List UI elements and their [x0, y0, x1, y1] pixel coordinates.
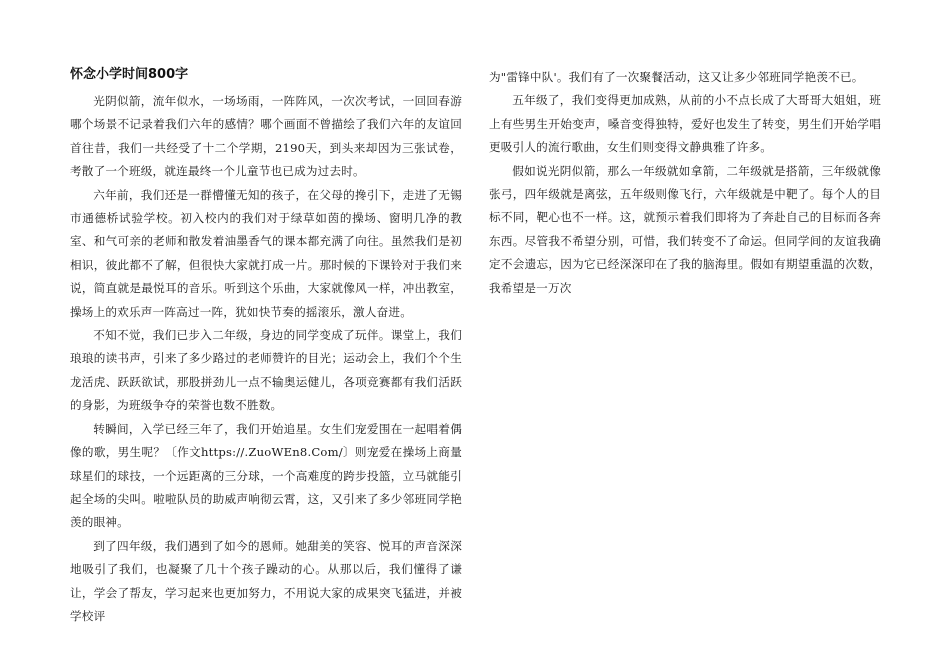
paragraph-grade-one: 六年前，我们还是一群懵懂无知的孩子，在父母的搀引下，走进了无锡市通德桥试验学校。初入校内的我们对于绿草如茵的操场、窗明几净的教室、和气可亲的老师和散发着油墨香气的课本都充满了向往。虽然我们是初相识，彼此都不了解，但很快大家就打成一片。那时候的下课铃对于我们来说，简直就是最悦耳的音乐。听到这个乐曲，大家就像风一样，冲出教室，操场上的欢乐声一阵高过一阵，犹如快节奏的摇滚乐，激人奋进。 [70, 187, 462, 319]
paragraph-intro: 光阴似箭，流年似水，一场场雨，一阵阵风，一次次考试，一回回春游哪个场景不记录着我们六年的感情？哪个画面不曾描绘了我们六年的友谊回首往昔，我们一共经受了十二个学期，2190天，到头来却因为三张试卷，考散了一个班级，就连最终一个儿童节也已成为过去时。 [70, 94, 462, 179]
document-title: 怀念小学时间800字 [70, 67, 189, 82]
paragraph-grade-two: 不知不觉，我们已步入二年级，身边的同学变成了玩伴。课堂上，我们琅琅的读书声，引来了多少路过的老师赞许的目光；运动会上，我们个个生龙活虎、跃跃欲试，那股拼劲儿一点不输奥运健儿，各项竞赛都有我们活跃的身影，为班级争夺的荣誉也数不胜数。 [70, 328, 462, 413]
paragraph-grade-five: 五年级了，我们变得更加成熟，从前的小不点长成了大哥哥大姐姐，班上有些男生开始变声，嗓音变得独特，爱好也发生了转变，男生们开始学唱更吸引人的流行歌曲，女生们则变得文静典雅了许多。 [489, 93, 881, 155]
left-column [70, 66, 462, 628]
paragraph-grade-three: 转瞬间，入学已经三年了，我们开始追星。女生们宠爱围在一起唱着偶像的歌，男生呢？〔作文https://.ZuoWEn8.Com/〕则宠爱在操场上商量球星们的球技，一个远距离的三分球，一个高难度的跨步投篮，立马就能引起全场的尖叫。啦啦队员的助威声响彻云霄，这，又引来了多少邻班同学艳羡的眼神。 [70, 421, 462, 530]
right-column [489, 66, 881, 300]
paragraph-conclusion: 假如说光阴似箭，那么一年级就如拿箭，二年级就是搭箭，三年级就像张弓，四年级就是离弦，五年级则像飞行，六年级就是中靶了。每个人的目标不同，靶心也不一样。这，就预示着我们即将为了奔赴自己的目标而各奔东西。尽管我不希望分别，可惜，我们转变不了命运。但同学间的友谊我确定不会遗忘，因为它已经深深印在了我的脑海里。假如有期望重温的次数，我希望是一万次 [489, 163, 881, 295]
paragraph-grade-four: 到了四年级，我们遇到了如今的恩师。她甜美的笑容、悦耳的声音深深地吸引了我们，也凝聚了几十个孩子躁动的心。从那以后，我们懂得了谦让，学会了帮友，学习起来也更加努力，不用说大家的成果突飞猛进，并被学校评 [70, 538, 462, 623]
paragraph-continuation: 为"雷锋中队'。我们有了一次聚餐活动，这又让多少邻班同学艳羡不已。 [489, 70, 864, 84]
